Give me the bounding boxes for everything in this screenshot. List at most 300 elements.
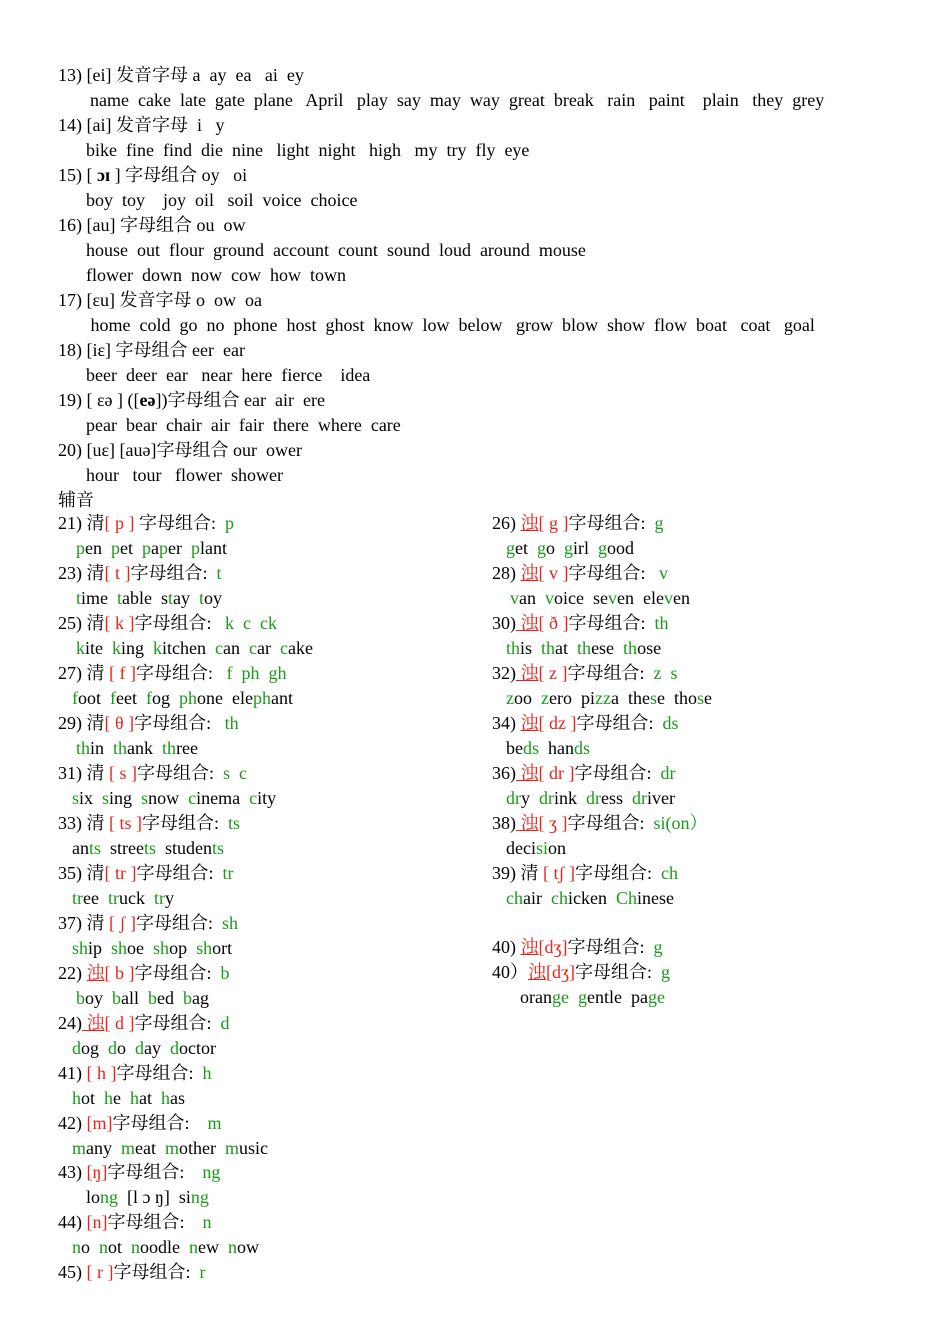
phonetic-symbol: [ h ] [86,1063,117,1083]
entry-21-words [76,537,227,559]
highlight-letters: k [153,638,163,658]
voicing-label: 浊 [516,813,539,833]
entry-22-heading [58,962,230,984]
letter-combination: t [216,563,222,583]
word-rest: et [120,538,142,558]
word-rest: all [121,988,148,1008]
letter-combination: z s [653,663,678,683]
letter-combination: tr [222,863,234,883]
word-rest: er [168,538,191,558]
combination-label: 字母组合: [136,863,223,883]
letter-combination: th [224,713,239,733]
highlight-letters: v [545,588,554,608]
entry-number: 32) [492,663,516,683]
voicing-label: 清 [86,713,105,733]
phonetic-symbol: [dʒ] [546,962,575,982]
highlight-letters: b [76,988,85,1008]
entry-34-words [506,737,590,759]
entry-20-words: hour tour flower shower [86,465,283,485]
highlight-letters: s [696,688,704,708]
word-rest: iver [647,788,675,808]
letter-combination: ng [202,1162,221,1182]
combination-label: 字母组合: [137,763,224,783]
entry-33-words [72,837,224,859]
combination-label: 字母组合: [107,1162,203,1182]
combination-label: 字母组合: [134,613,226,633]
letter-combination: k c ck [225,613,277,633]
word-rest: ess [601,788,633,808]
entry-13-heading: 13) [ei] 发音字母 a ay ea ai ey [58,65,304,85]
highlight-letters: p [111,538,120,558]
word-rest: o [546,538,564,558]
word-rest: ank [127,738,163,758]
phonetic-symbol: [ tr ] [104,863,137,883]
highlight-letters: p [76,538,85,558]
word-rest: usic [239,1138,269,1158]
highlight-letters: f [146,688,152,708]
highlight-letters: h [161,1088,171,1108]
entry-number: 25) [58,613,87,633]
word-rest: y [521,788,539,808]
entry-30-heading [492,612,669,634]
entry-16-heading: 16) [au] 字母组合 ou ow [58,215,246,235]
entry-number: 29) [58,713,87,733]
entry-number: 28) [492,563,521,583]
highlight-letters: th [623,638,638,658]
phonetic-symbol: [ g ] [538,513,569,533]
word-rest: other [179,1138,226,1158]
word-rest: ite [85,638,112,658]
highlight-letters: p [159,538,168,558]
letter-combination: d [220,1013,230,1033]
combination-label: 字母组合: [113,1262,200,1282]
entry-25-words [76,637,313,659]
combination-label: 字母组合: [568,563,660,583]
voicing-label: 清 [86,513,105,533]
highlight-letters: h [72,1088,81,1108]
word-rest: ŋ [155,1187,164,1207]
word-rest: oy [85,988,112,1008]
entry-37-words [72,937,232,959]
highlight-letters: t [168,588,174,608]
entry-23-heading [58,562,222,584]
word-rest: oy [204,588,223,608]
word-rest: oran [520,987,552,1007]
highlight-letters: ng [190,1187,209,1207]
letter-combination: ds [662,713,679,733]
highlight-letters: p [190,538,200,558]
word-rest: now [148,788,189,808]
letter-combination: m [207,1113,222,1133]
highlight-letters: t [76,588,82,608]
phonetic-symbol: [ tʃ ] [538,863,575,883]
combination-label: 字母组合: [567,813,654,833]
combination-label: 字母组合: [135,913,222,933]
word-rest: en ele [616,588,664,608]
highlight-letters: f [72,688,78,708]
letter-combination: sh [222,913,239,933]
highlight-letters: n [131,1237,141,1257]
highlight-letters: tr [72,888,83,908]
entry-18-heading: 18) [iɛ] 字母组合 eer ear [58,340,245,360]
highlight-letters: c [215,638,223,658]
combination-label: 字母组合: [116,1063,203,1083]
voicing-label: 清 [86,813,105,833]
word-rest: eat [135,1138,166,1158]
letter-combination: s c [223,763,248,783]
entry-40-words [520,986,665,1008]
letter-combination: r [199,1262,206,1282]
word-rest: an [72,838,89,858]
word-rest: oo [514,688,541,708]
entry-22-words [76,987,209,1009]
word-rest: one ele [197,688,253,708]
combination-label: 字母组合: [567,937,654,957]
highlight-letters: t [199,588,205,608]
letter-combination: dr [660,763,676,783]
entry-28-words [510,587,690,609]
entry-33-heading [58,812,240,834]
voicing-label: 浊 [516,613,539,633]
voicing-label: 浊 [520,713,539,733]
word-rest: ree [176,738,199,758]
entry-45-heading [58,1261,206,1283]
highlight-letters: n [228,1237,238,1257]
word-rest: han [539,738,575,758]
highlight-letters: ch [506,888,523,908]
word-rest: ee [83,888,108,908]
word-rest: ow [237,1237,260,1257]
entry-32-heading [492,662,678,684]
word-rest: oodle [140,1237,190,1257]
highlight-letters: d [170,1038,179,1058]
combination-label: 字母组合: [135,663,227,683]
highlight-letters: d [135,1038,144,1058]
word-rest: ese [591,638,624,658]
voicing-label: 浊 [86,963,105,983]
entry-19-heading: 19) [ ɛə ] ([eə])字母组合 ear air ere [58,390,325,410]
highlight-letters: v [663,588,673,608]
word-rest: ay [144,1038,170,1058]
voicing-label: 清 [86,863,105,883]
highlight-letters: f [110,688,117,708]
letter-combination: h [202,1063,212,1083]
combination-label: 字母组合: [576,713,663,733]
letter-combination: si(on） [653,813,708,833]
combination-label: 字母组合: [568,613,655,633]
word-rest: inema [196,788,250,808]
word-rest: ix [79,788,103,808]
word-rest: e [113,1088,131,1108]
highlight-letters: g [577,987,587,1007]
letter-combination: g [661,962,670,982]
entry-39-heading [492,862,678,884]
entry-number: 39) [492,863,521,883]
highlight-letters: m [121,1138,136,1158]
word-rest: any [86,1138,122,1158]
entry-24-heading [58,1012,230,1034]
phonetic-symbol: [ v ] [538,563,569,583]
highlight-letters: t [117,588,123,608]
voicing-label: 浊 [520,563,539,583]
letter-combination: th [654,613,669,633]
entry-number: 34) [492,713,521,733]
entry-29-heading [58,712,239,734]
letter-combination: ts [228,813,241,833]
word-rest: a [151,538,159,558]
word-rest [569,987,578,1007]
entry-14-heading: 14) [ai] 发音字母 i y [58,115,225,135]
highlight-letters: th [506,638,521,658]
letter-combination: f ph gh [226,663,287,683]
entry-number: 24) [58,1013,82,1033]
highlight-letters: s [102,788,110,808]
word-rest: et [515,538,537,558]
entry-number: 45) [58,1262,87,1282]
word-rest: ose [637,638,662,658]
combination-label: 字母组合: [134,713,225,733]
word-rest: ay [173,588,200,608]
word-rest: entle pa [586,987,648,1007]
word-rest: ag [192,988,209,1008]
word-rest: ort [212,938,233,958]
highlight-letters: g [506,538,515,558]
highlight-letters: ph [179,688,197,708]
entry-32-words [506,687,712,709]
highlight-letters: th [541,638,556,658]
highlight-letters: sh [196,938,213,958]
entry-number: 40) [492,937,521,957]
entry-20-heading: 20) [uɛ] [auə]字母组合 our ower [58,440,302,460]
letter-combination: n [202,1212,212,1232]
highlight-letters: g [564,538,573,558]
entry-number: 43) [58,1162,87,1182]
word-rest: en [85,538,111,558]
word-rest: uck [118,888,154,908]
entry-44-heading [58,1211,212,1233]
entry-number: 38) [492,813,516,833]
word-rest: icken [567,888,616,908]
highlight-letters: m [225,1138,240,1158]
entry-28-heading [492,562,668,584]
word-rest: ] si [163,1187,191,1207]
highlight-letters: m [72,1138,87,1158]
word-rest: og [81,1038,108,1058]
consonant-section-title: 辅音 [58,490,94,510]
highlight-letters: c [249,788,258,808]
word-rest: be [506,738,523,758]
combination-label: 字母组合: [130,563,217,583]
combination-label: 字母组合: [574,863,661,883]
highlight-letters: zz [594,688,611,708]
highlight-letters: dr [539,788,554,808]
entry-40-heading [492,961,670,983]
entry-21-heading [58,512,234,534]
word-rest: lant [199,538,227,558]
word-rest: ar [257,638,280,658]
phonetic-symbol: [ ð ] [538,613,569,633]
word-rest: oe [127,938,154,958]
highlight-letters: n [72,1237,81,1257]
entry-41-heading [58,1062,212,1084]
entry-41-words [72,1087,185,1109]
entry-15-words: boy toy joy oil soil voice choice [86,190,358,210]
entry-19-words: pear bear chair air fair there where care [86,415,401,435]
word-rest: ake [287,638,313,658]
entry-42-words [72,1137,268,1159]
highlight-letters: sh [153,938,170,958]
highlight-letters: c [249,638,257,658]
voicing-label: 清 [520,863,539,883]
combination-label: 字母组合: [107,1212,203,1232]
highlight-letters: ch [550,888,568,908]
highlight-letters: ge [647,987,665,1007]
highlight-letters: Ch [615,888,637,908]
highlight-letters: ds [574,738,591,758]
entry-number: 21) [58,513,87,533]
highlight-letters: th [577,638,592,658]
letter-combination: b [220,963,230,983]
entry-number: 26) [492,513,521,533]
voicing-label: 浊 [520,513,539,533]
word-rest: deci [506,838,536,858]
entry-42-heading [58,1112,222,1134]
entry-34-heading [492,712,679,734]
word-rest: o [117,1038,135,1058]
entry-26-heading [492,512,664,534]
letter-combination: g [653,937,663,957]
word-rest: ing [109,788,142,808]
combination-label: 字母组合: [134,963,221,983]
entry-number: 40） [492,962,528,982]
entry-number: 42) [58,1113,87,1133]
highlight-letters: th [162,738,177,758]
word-rest: ant [270,688,293,708]
highlight-letters: c [279,638,288,658]
word-rest: lo [86,1187,101,1207]
entry-31-words [72,787,276,809]
entry-38-words [506,837,566,859]
combination-label: 字母组合: [567,663,654,683]
highlight-letters: n [189,1237,199,1257]
entry-number: 44) [58,1212,87,1232]
highlight-letters: h [130,1088,140,1108]
highlight-letters: ts [144,838,157,858]
word-rest: studen [156,838,213,858]
entry-16-words-1: house out flour ground account count sound loud around mouse [86,240,586,260]
voicing-label: 浊 [528,962,546,982]
entry-25-heading [58,612,277,634]
entry-23-words [76,587,222,609]
entry-number: 31) [58,763,87,783]
entry-number: 33) [58,813,87,833]
phonetic-symbol: [m] [86,1113,113,1133]
entry-36-heading [492,762,676,784]
word-rest: an [519,588,545,608]
entry-number: 27) [58,663,87,683]
word-rest: eet [116,688,146,708]
word-rest: ime [81,588,118,608]
phonetic-symbol: [dʒ] [538,937,568,957]
entry-number: 30) [492,613,516,633]
highlight-letters: m [165,1138,180,1158]
entry-17-heading: 17) [ɛu] 发音字母 o ow oa [58,290,263,310]
word-rest: oice se [554,588,608,608]
letter-combination: p [225,513,235,533]
entry-number: 35) [58,863,87,883]
phonetic-symbol: [ ʒ ] [538,813,568,833]
word-rest: ot [108,1237,132,1257]
highlight-letters: ng [100,1187,119,1207]
word-rest: ip [88,938,112,958]
word-rest: an [223,638,249,658]
word-rest: at [139,1088,162,1108]
phonetic-symbol: [ f ] [104,663,136,683]
word-rest: irl [573,538,598,558]
letter-combination: v [659,563,669,583]
word-rest: oot [78,688,111,708]
voicing-label: 清 [86,563,105,583]
highlight-letters: n [99,1237,108,1257]
highlight-letters: sh [72,938,89,958]
entry-38-heading [492,812,708,834]
entry-40-heading [492,936,663,958]
word-rest: at [555,638,578,658]
entry-17-words: home cold go no phone host ghost know low below grow blow show flow boat coat goal [86,315,815,335]
entry-26-words [506,537,634,559]
entry-39-words [506,887,674,909]
entry-35-heading [58,862,234,884]
word-rest: e [703,688,712,708]
word-rest: itchen [162,638,215,658]
phonetic-symbol: [ dr ] [538,763,575,783]
entry-30-words [506,637,661,659]
entry-number: 41) [58,1063,87,1083]
entry-37-heading [58,912,238,934]
highlight-letters: v [510,588,519,608]
phonetic-symbol: [ d ] [104,1013,135,1033]
entry-31-heading [58,762,247,784]
phonetic-symbol: [ t ] [104,563,131,583]
highlight-letters: g [537,538,546,558]
entry-24-words [72,1037,216,1059]
word-rest: en [672,588,690,608]
word-rest: air [523,888,551,908]
highlight-letters: tr [107,888,119,908]
highlight-letters: z [541,688,549,708]
highlight-letters: ds [523,738,540,758]
entry-43-words [86,1186,209,1208]
voicing-label: 浊 [520,937,539,957]
word-rest: op [169,938,197,958]
voicing-label: 清 [86,663,105,683]
highlight-letters: ts [212,838,225,858]
combination-label: 字母组合: [574,763,661,783]
highlight-letters: h [104,1088,114,1108]
highlight-letters: g [598,538,607,558]
entry-14-words: bike fine find die nine light night high my try fly eye [86,140,530,160]
highlight-letters: ph [252,688,271,708]
phonetic-symbol: [ŋ] [86,1162,108,1182]
word-rest: a the [610,688,650,708]
highlight-letters: si [535,838,548,858]
combination-label: 字母组合: [112,1113,208,1133]
highlight-letters: d [108,1038,117,1058]
word-rest: octor [179,1038,216,1058]
word-rest: is [520,638,542,658]
entry-18-words: beer deer ear near here fierce idea [86,365,371,385]
entry-27-words [72,687,293,709]
